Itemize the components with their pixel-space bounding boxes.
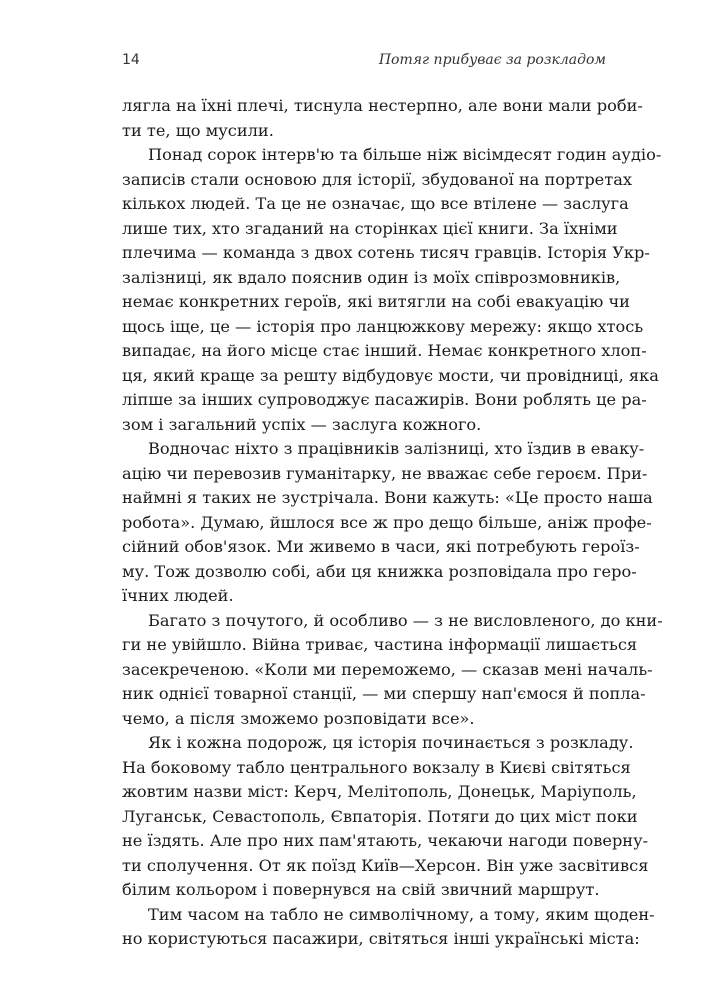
body-text: [122, 94, 663, 952]
text-line: ця, який краще за решту відбудовує мости, чи провідниці, яка: [122, 365, 659, 385]
text-line: жовтим назви міст: Керч, Мелітополь, Донецьк, Маріуполь,: [122, 782, 637, 801]
text-line: білим кольором і повернувся на свій звичний маршрут.: [122, 880, 600, 899]
text-line: щось іще, це — історія про ланцюжкову мережу: якщо хтось: [122, 316, 644, 336]
text-line: випадає, на його місце стає інший. Немає конкретного хлоп-: [122, 341, 647, 360]
text-line: наймні я таких не зустрічала. Вони кажуть: «Це просто наша: [122, 488, 653, 507]
text-line: Луганськ, Севастополь, Євпаторія. Потяги до цих міст поки: [122, 806, 638, 826]
text-line: ги не увійшло. Війна триває, частина інформації лишається: [122, 635, 638, 654]
text-line: записів стали основою для історії, збудованої на портретах: [122, 169, 633, 189]
text-line: ник однієї товарної станції, — ми спершу нап'ємося й попла-: [122, 684, 646, 703]
paragraph: [122, 731, 649, 903]
text-line: робота». Думаю, йшлося все ж про дещо більше, аніж профе-: [122, 512, 652, 532]
text-line: лише тих, хто згаданий на сторінках цієї книги. За їхніми: [122, 218, 618, 238]
text-line: На боковому табло центрального вокзалу в Києві світяться: [122, 757, 631, 777]
paragraph: [122, 903, 655, 952]
page-number: 14: [122, 52, 140, 68]
page-header: [122, 52, 606, 72]
text-line: лягла на їхні плечі, тиснула нестерпно, але вони мали роби-: [122, 96, 643, 115]
text-line: Як і кожна подорож, ця історія починається з розкладу.: [148, 733, 634, 752]
text-line: Водночас ніхто з працівників залізниці, хто їздив в еваку-: [148, 439, 645, 458]
paragraph: [122, 94, 643, 143]
text-line: зом і загальний успіх — заслуга кожного.: [122, 414, 482, 434]
text-line: ліпше за інших супроводжує пасажирів. Вони роблять це ра-: [122, 390, 647, 409]
paragraph: [122, 437, 653, 609]
running-title: Потяг прибуває за розкладом: [378, 52, 606, 68]
paragraph: [122, 143, 662, 437]
text-line: ти сполучення. От як поїзд Київ—Херсон. Він уже засвітився: [122, 855, 649, 875]
text-line: чемо, а після зможемо розповідати все».: [122, 708, 475, 728]
text-line: Тим часом на табло не символічному, а тому, яким щоден-: [148, 904, 655, 924]
text-line: но користуються пасажири, світяться інші українські міста:: [122, 929, 640, 948]
text-line: їчних людей.: [122, 586, 234, 605]
text-line: засекреченою. «Коли ми переможемо, — сказав мені началь-: [122, 659, 653, 679]
text-line: ацію чи перевозив гуманітарку, не вважає себе героєм. При-: [122, 463, 648, 483]
text-line: ти те, що мусили.: [122, 120, 274, 140]
text-line: Багато з почутого, й особливо — з не висловленого, до кни-: [148, 610, 663, 630]
paragraph: [122, 609, 663, 732]
text-line: сійний обов'язок. Ми живемо в часи, які потребують героїз-: [122, 537, 640, 556]
text-line: не їздять. Але про них пам'ятають, чекаючи нагоди поверну-: [122, 831, 649, 850]
text-line: кількох людей. Та це не означає, що все втілене — заслуга: [122, 194, 629, 213]
text-line: му. Тож дозволю собі, аби ця книжка розповідала про геро-: [122, 561, 637, 581]
text-line: залізниці, як вдало пояснив один із моїх співрозмовників,: [122, 267, 621, 287]
text-line: Понад сорок інтерв'ю та більше ніж вісімдесят годин аудіо-: [148, 145, 662, 164]
text-line: плечима — команда з двох сотень тисяч гравців. Історія Укр-: [122, 243, 650, 262]
text-line: немає конкретних героїв, які витягли на собі евакуацію чи: [122, 292, 630, 311]
